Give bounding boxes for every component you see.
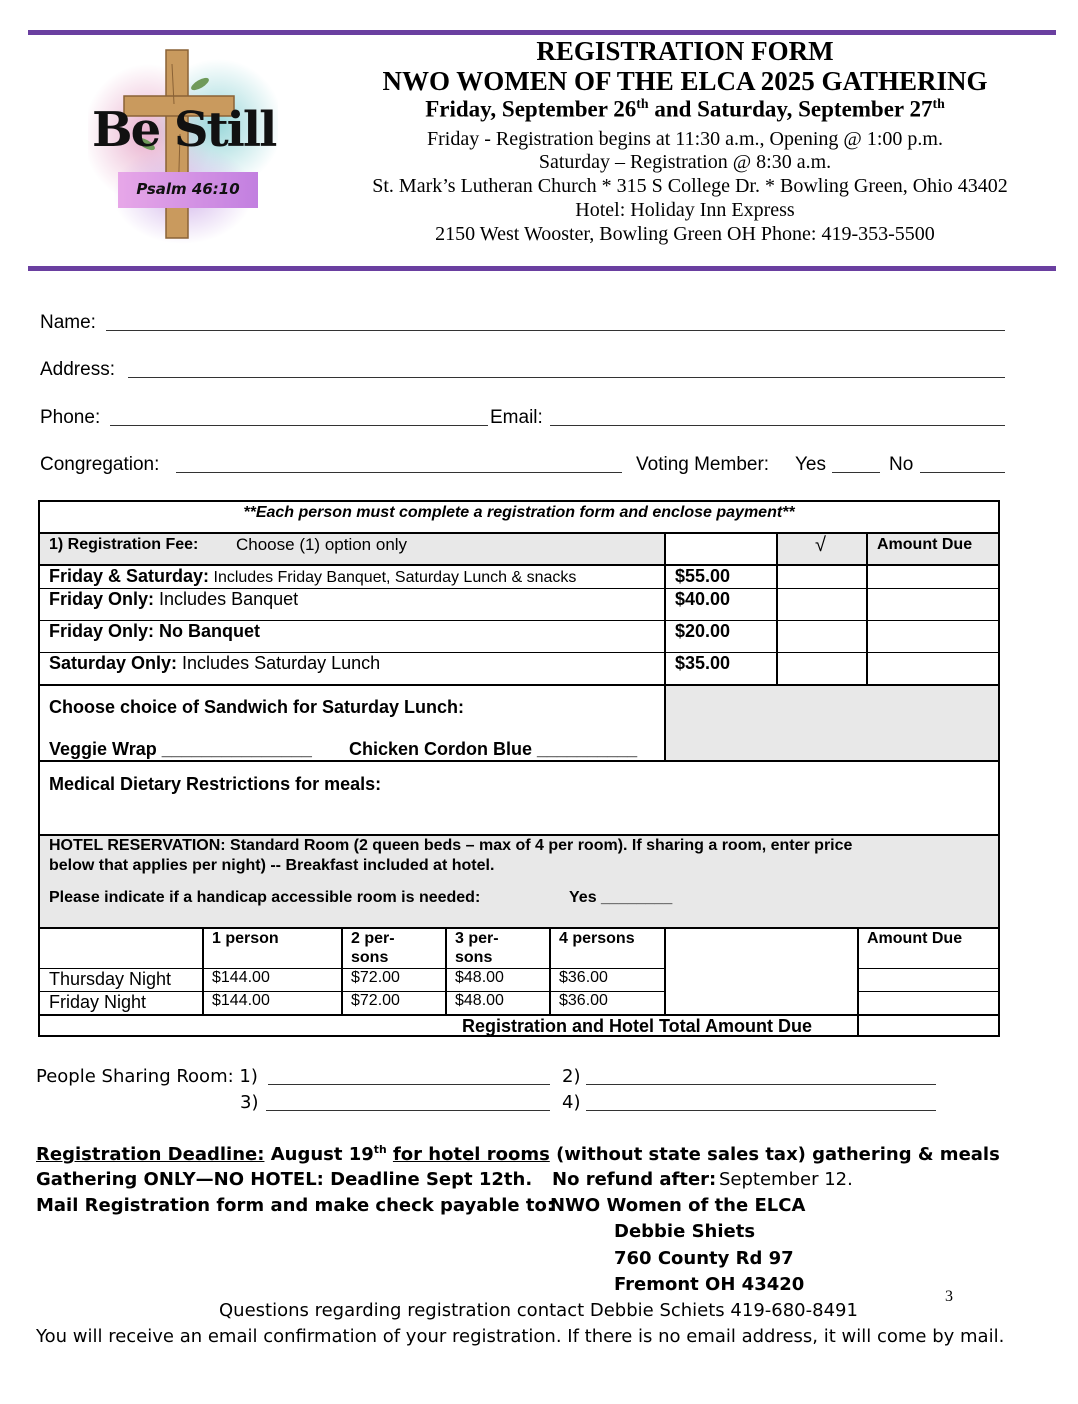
dates-part2: and Saturday, September 27 (648, 96, 933, 122)
sharing-label: People Sharing Room: 1) (36, 1066, 258, 1087)
voting-no-label: No (889, 454, 914, 475)
phone-field[interactable] (110, 425, 488, 426)
row-divider (40, 760, 998, 762)
option-price: $35.00 (675, 653, 731, 673)
dates-sup2: th (932, 96, 945, 111)
email-label: Email: (490, 407, 543, 428)
deadline-sup: th (373, 1143, 387, 1156)
sharing-3-label: 3) (240, 1092, 259, 1113)
dietary-restrictions-label: Medical Dietary Restrictions for meals: (49, 774, 382, 794)
event-title: NWO WOMEN OF THE ELCA 2025 GATHERING (382, 66, 988, 96)
col-3-persons: 3 per- (455, 930, 499, 947)
logo-text: Be Still (92, 102, 276, 158)
no-refund-date: September 12. (719, 1169, 853, 1190)
payee-name: Debbie Shiets (614, 1221, 756, 1242)
payee-street: 760 County Rd 97 (614, 1248, 794, 1269)
col-divider (202, 927, 204, 1015)
logo-verse: Psalm 46:10 (136, 180, 240, 198)
form-title: REGISTRATION FORM (536, 36, 834, 66)
row-divider (40, 684, 998, 686)
address-label: Address: (40, 359, 115, 380)
name-field[interactable] (106, 330, 1005, 331)
option-desc: Includes Saturday Lunch (177, 653, 381, 673)
hotel-price: $72.00 (351, 969, 400, 986)
payment-notice: **Each person must complete a registration form and enclose payment** (243, 504, 795, 521)
hotel-amount-due-header: Amount Due (867, 930, 963, 947)
option-saturday-only[interactable] (49, 653, 380, 674)
friday-schedule: Friday - Registration begins at 11:30 a.m., Opening @ 1:00 p.m. (427, 128, 943, 150)
col-divider (445, 927, 447, 1015)
sharing-person-3-field[interactable] (266, 1110, 550, 1111)
be-still-logo (88, 44, 278, 244)
col-3-persons-cont: sons (455, 949, 493, 966)
option-price: $55.00 (675, 566, 731, 586)
thursday-night-label: Thursday Night (49, 969, 172, 989)
voting-member-label: Voting Member: (636, 454, 770, 475)
row-divider (40, 834, 998, 836)
total-amount-due-label: Registration and Hotel Total Amount Due (462, 1016, 812, 1036)
church-address: St. Mark’s Lutheran Church * 315 S College Dr. * Bowling Green, Ohio 43402 (372, 175, 1008, 197)
sandwich-title: Choose choice of Sandwich for Saturday Lunch: (49, 697, 465, 717)
sharing-4-label: 4) (562, 1092, 581, 1113)
address-field[interactable] (128, 377, 1005, 378)
col-divider (664, 532, 666, 761)
hotel-reservation-line2: below that applies per night) -- Breakfast included at hotel. (49, 857, 495, 874)
page-number: 3 (945, 1288, 953, 1305)
option-name: Friday & Saturday: (49, 566, 210, 586)
header-bottom-rule (28, 266, 1056, 271)
friday-night-label: Friday Night (49, 992, 147, 1012)
option-desc: Includes Friday Banquet, Saturday Lunch & snacks (209, 569, 577, 586)
choose-one-label: Choose (1) option only (236, 535, 408, 554)
hotel-price: $36.00 (559, 992, 608, 1009)
check-column-header: √ (815, 534, 826, 556)
confirmation-note: You will receive an email confirmation of your registration. If there is no email address, it will come by mail. (36, 1326, 1005, 1347)
col-4-persons: 4 persons (559, 930, 635, 947)
col-divider (866, 532, 868, 685)
handicap-question: Please indicate if a handicap accessible room is needed: (49, 889, 481, 906)
row-divider (40, 927, 998, 929)
hotel-price: $144.00 (212, 969, 270, 986)
col-2-persons-cont: sons (351, 949, 389, 966)
hotel-address: 2150 West Wooster, Bowling Green OH Phone: 419-353-5500 (435, 223, 935, 245)
sharing-person-1-field[interactable] (268, 1084, 550, 1085)
hotel-price: $144.00 (212, 992, 270, 1009)
voting-yes-label: Yes (795, 454, 826, 475)
registration-table (38, 500, 1000, 1037)
gathering-only-deadline: Gathering ONLY—NO HOTEL: Deadline Sept 12th. (36, 1169, 533, 1190)
voting-no-field[interactable] (920, 472, 1005, 473)
sandwich-gray-cell (664, 685, 998, 761)
questions-contact: Questions regarding registration contact Debbie Schiets 419-680-8491 (219, 1300, 858, 1321)
row-divider (857, 991, 998, 992)
sandwich-veggie[interactable]: Veggie Wrap _______________ (49, 739, 312, 759)
handicap-yes-field[interactable]: Yes ________ (569, 889, 673, 906)
deadline-hotel: for hotel rooms (392, 1144, 550, 1165)
sharing-2-label: 2) (562, 1066, 581, 1087)
name-label: Name: (40, 312, 96, 333)
deadline-date: August 19 (264, 1144, 374, 1165)
option-friday-only[interactable] (49, 589, 298, 610)
col-1-person: 1 person (212, 930, 279, 947)
event-dates (330, 96, 1040, 123)
congregation-field[interactable] (176, 472, 622, 473)
hotel-price: $48.00 (455, 969, 504, 986)
col-2-persons: 2 per- (351, 930, 395, 947)
col-divider (664, 927, 666, 1015)
hotel-price: $72.00 (351, 992, 400, 1009)
phone-label: Phone: (40, 407, 101, 428)
row-divider (40, 532, 998, 534)
col-divider (776, 532, 778, 685)
sharing-person-4-field[interactable] (586, 1110, 936, 1111)
hotel-price: $48.00 (455, 992, 504, 1009)
hotel-reservation-line1: HOTEL RESERVATION: Standard Room (2 queen beds – max of 4 per room). If sharing a room, enter price (49, 837, 853, 854)
deadline-label: Registration Deadline: (36, 1144, 265, 1165)
dates-sup1: th (636, 96, 649, 111)
registration-deadline (36, 1143, 1000, 1165)
no-refund-label: No refund after: (552, 1169, 717, 1190)
amount-due-header: Amount Due (877, 536, 973, 553)
hotel-name: Hotel: Holiday Inn Express (575, 199, 795, 221)
congregation-label: Congregation: (40, 454, 160, 475)
dates-part1: Friday, September 26 (425, 96, 637, 122)
sharing-person-2-field[interactable] (586, 1084, 936, 1085)
saturday-schedule: Saturday – Registration @ 8:30 a.m. (538, 151, 832, 173)
deadline-rest: (without state sales tax) gathering & meals (549, 1144, 1000, 1165)
hotel-price: $36.00 (559, 969, 608, 986)
option-name: Friday Only: (49, 589, 155, 609)
sandwich-chicken[interactable]: Chicken Cordon Blue __________ (349, 739, 638, 759)
option-friday-no-banquet[interactable]: Friday Only: No Banquet (49, 621, 261, 641)
option-price: $40.00 (675, 589, 731, 609)
total-amount-cell[interactable] (859, 1016, 996, 1036)
payee-city: Fremont OH 43420 (614, 1274, 805, 1295)
check-cell[interactable] (778, 566, 866, 588)
col-divider (549, 927, 551, 1015)
option-price: $20.00 (675, 621, 731, 641)
mail-instructions: Mail Registration form and make check payable to: (36, 1195, 555, 1216)
voting-yes-field[interactable] (832, 472, 880, 473)
col-divider (341, 927, 343, 1015)
top-rule (28, 30, 1056, 35)
payee-org: NWO Women of the ELCA (550, 1195, 806, 1216)
row-divider (857, 968, 998, 969)
option-friday-saturday[interactable] (49, 566, 576, 587)
option-desc: Includes Banquet (154, 589, 299, 609)
registration-fee-label: 1) Registration Fee: (49, 536, 199, 553)
amount-cell[interactable] (868, 566, 996, 588)
option-name: Saturday Only: (49, 653, 178, 673)
email-field[interactable] (550, 425, 1005, 426)
